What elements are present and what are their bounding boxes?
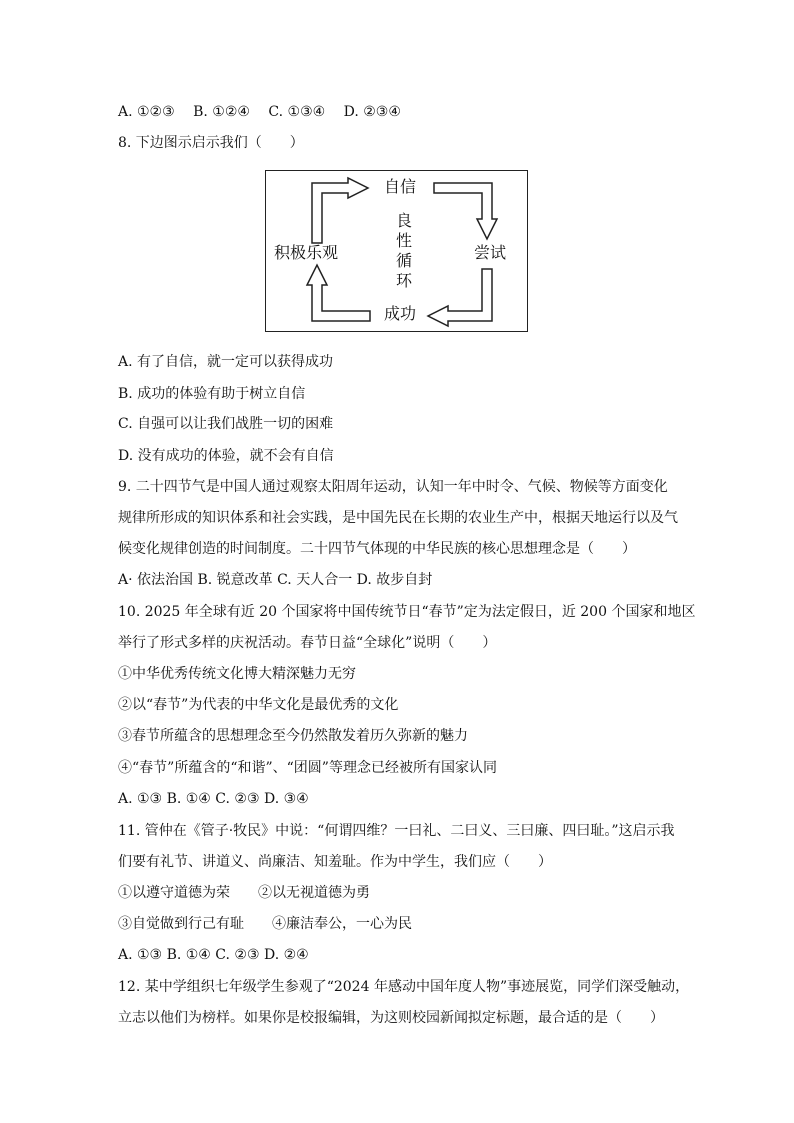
arrow-left-to-top bbox=[312, 178, 368, 243]
question-11-line-2: 们要有礼节、讲道义、尚廉洁、知羞耻。作为中学生，我们应（ ） bbox=[118, 854, 552, 870]
arrow-right-to-bottom bbox=[428, 269, 492, 326]
question-10-options: A. ①③ B. ①④ C. ②③ D. ③④ bbox=[118, 791, 309, 807]
question-9-line-2: 规律所形成的知识体系和社会实践，是中国先民在长期的农业生产中，根据天地运行以及气 bbox=[118, 510, 678, 526]
question-10-item-3: ③春节所蕴含的思想理念至今仍然散发着历久弥新的魅力 bbox=[118, 728, 468, 744]
question-11-line-1: 11. 管仲在《管子·牧民》中说：“何谓四维？一曰礼、二曰义、三曰廉、四曰耻。”这启示我 bbox=[118, 823, 675, 839]
question-7-options: A. ①②③ B. ①②④ C. ①③④ D. ②③④ bbox=[118, 104, 401, 120]
question-8-option-a: A. 有了自信，就一定可以获得成功 bbox=[118, 354, 334, 370]
cycle-diagram bbox=[265, 170, 528, 332]
label-optimism: 积极乐观 bbox=[274, 243, 339, 262]
label-virtuous-cycle: 良 性 循 环 bbox=[395, 211, 412, 290]
question-8-stem: 8. 下边图示启示我们（ ） bbox=[118, 135, 304, 151]
label-confidence: 自信 bbox=[384, 177, 417, 196]
question-10-item-1: ①中华优秀传统文化博大精深魅力无穷 bbox=[118, 666, 356, 682]
question-10-item-2: ②以“春节”为代表的中华文化是最优秀的文化 bbox=[118, 697, 399, 713]
label-success: 成功 bbox=[384, 304, 417, 323]
question-11-options: A. ①③ B. ①④ C. ②③ D. ②④ bbox=[118, 947, 309, 963]
question-10-line-2: 举行了形式多样的庆祝活动。春节日益“全球化”说明（ ） bbox=[118, 635, 497, 651]
question-12-line-2: 立志以他们为榜样。如果你是校报编辑，为这则校园新闻拟定标题，最合适的是（ ） bbox=[118, 1010, 664, 1026]
question-9-line-3: 候变化规律创造的时间制度。二十四节气体现的中华民族的核心思想理念是（ ） bbox=[118, 541, 636, 557]
question-11-items-row-2: ③自觉做到行己有耻 ④廉洁奉公，一心为民 bbox=[118, 916, 412, 932]
label-attempt: 尝试 bbox=[474, 243, 507, 262]
question-10-item-4: ④“春节”所蕴含的“和谐”、“团圆”等理念已经被所有国家认同 bbox=[118, 760, 497, 776]
question-8-option-b: B. 成功的体验有助于树立自信 bbox=[118, 386, 306, 402]
question-9-line-1: 9. 二十四节气是中国人通过观察太阳周年运动，认知一年中时令、气候、物候等方面变化 bbox=[118, 479, 668, 495]
question-12-line-1: 12. 某中学组织七年级学生参观了“2024 年感动中国年度人物”事迹展览，同学们深受触动， bbox=[118, 979, 690, 995]
question-11-items-row-1: ①以遵守道德为荣 ②以无视道德为勇 bbox=[118, 885, 370, 901]
arrow-top-to-right bbox=[434, 183, 497, 239]
question-9-options: A· 依法治国 B. 锐意改革 C. 天人合一 D. 故步自封 bbox=[118, 572, 433, 588]
question-8-option-c: C. 自强可以让我们战胜一切的困难 bbox=[118, 416, 334, 432]
question-10-line-1: 10. 2025 年全球有近 20 个国家将中国传统节日“春节”定为法定假日，近 200 个国家和地区 bbox=[118, 604, 696, 620]
question-8-option-d: D. 没有成功的体验，就不会有自信 bbox=[118, 448, 334, 464]
arrow-bottom-to-left bbox=[307, 265, 370, 321]
